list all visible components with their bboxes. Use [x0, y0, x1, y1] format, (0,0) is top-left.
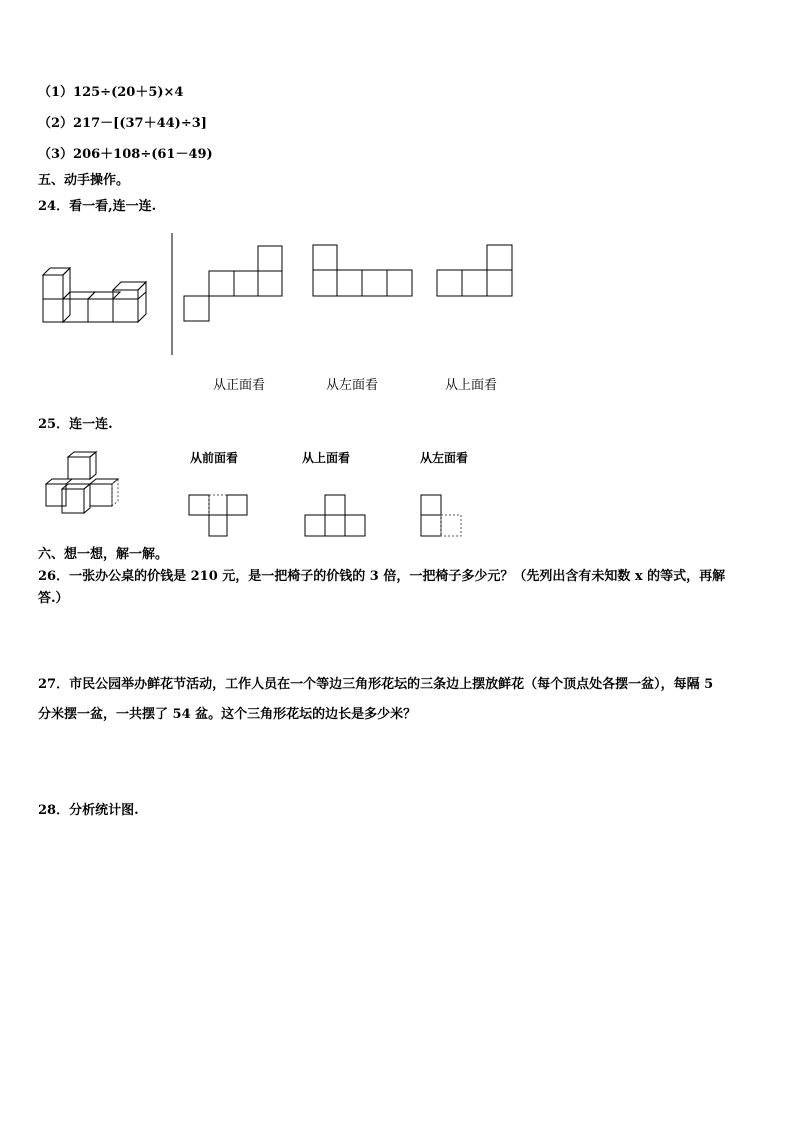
q27-line2: 分米摆一盆，一共摆了 54 盆。这个三角形花坛的边长是多少米？ [38, 707, 417, 722]
q25-view-a [188, 494, 250, 538]
q26-line1: 26．一张办公桌的价钱是 210 元，是一把椅子的价钱的 3 倍，一把椅子多少元？（先列出含有未知数 x 的等式，再解 [38, 569, 726, 584]
section6-title: 六、想一想，解一解。 [38, 547, 169, 562]
q25-title: 25．连一连. [38, 417, 113, 432]
section5-title: 五、动手操作。 [38, 173, 130, 188]
q24-caption-front: 从正面看 [213, 378, 266, 393]
exercise-2: （2）217－[(37＋44)÷3] [38, 116, 207, 131]
q25-cube-figure [44, 451, 134, 519]
q25-view-b [304, 494, 368, 538]
q24-view-b [312, 244, 416, 298]
q24-caption-left: 从左面看 [326, 378, 379, 393]
q28-title: 28．分析统计图. [38, 803, 139, 818]
q24-divider [171, 233, 173, 355]
exercise-3: （3）206＋108÷(61－49) [38, 147, 213, 162]
q24-view-a [183, 245, 285, 323]
q26-line2: 答.） [38, 591, 69, 606]
q24-cube-figure [40, 265, 160, 325]
exercise-1: （1）125÷(20＋5)×4 [38, 85, 184, 100]
q25-caption-top: 从上面看 [302, 451, 351, 465]
q25-view-c [420, 494, 464, 538]
q24-view-c [436, 244, 516, 298]
q25-caption-front: 从前面看 [190, 451, 239, 465]
q24-caption-top: 从上面看 [445, 378, 498, 393]
q24-title: 24．看一看,连一连. [38, 199, 157, 214]
q27-line1: 27．市民公园举办鲜花节活动，工作人员在一个等边三角形花坛的三条边上摆放鲜花（每个顶点处各摆一盆），每隔 5 [38, 677, 714, 692]
q25-caption-left: 从左面看 [420, 451, 469, 465]
